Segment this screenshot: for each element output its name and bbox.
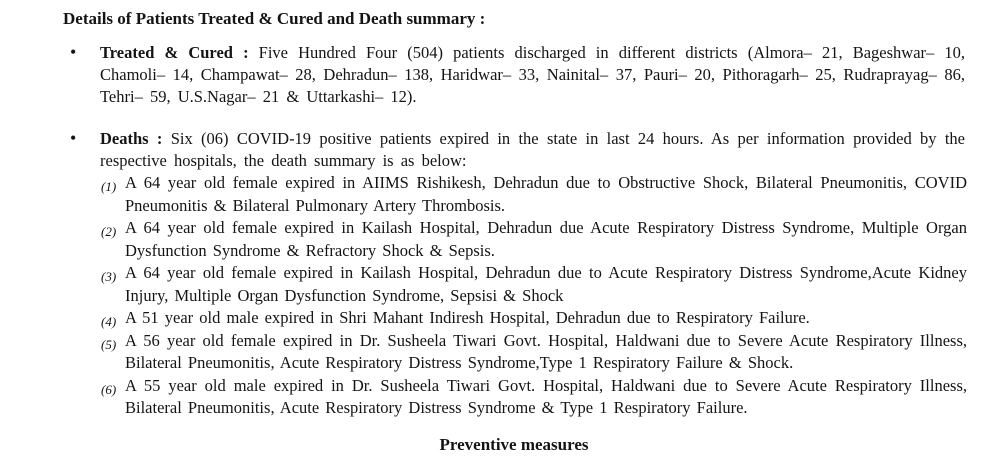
treated-cured-label: Treated & Cured :: [100, 43, 249, 62]
death-record-5: [0, 330, 997, 375]
treated-cured-item: [0, 42, 997, 108]
document-page: [0, 8, 997, 454]
death-record-text: A 64 year old female expired in Kailash Hospital, Dehradun due to Acute Respiratory Distress Syndrome,Acute Kidney Injury, Multiple Organ Dysfunction Syndrome, Sepsisi & Shock: [125, 263, 967, 305]
section-title: Details of Patients Treated & Cured and Death summary :: [63, 9, 486, 28]
death-record-number: (1): [101, 179, 117, 194]
bullet-icon: •: [70, 42, 77, 62]
death-record-text: A 64 year old female expired in Kailash Hospital, Dehradun due Acute Respiratory Distress Syndrome, Multiple Organ Dysfunction Syndrome & Refractory Shock & Sepsis.: [125, 218, 967, 260]
death-record-2: [0, 217, 997, 262]
death-record-number: (2): [101, 224, 117, 239]
deaths-item: [0, 128, 997, 172]
death-record-text: A 56 year old female expired in Dr. Susheela Tiwari Govt. Hospital, Haldwani due to Severe Acute Respiratory Illness, Bilateral Pneumonitis, Acute Respiratory Distress Syndrome,Type 1 Respiratory Failure & Shock.: [125, 330, 967, 372]
death-record-number: (4): [101, 314, 117, 329]
death-record-4: [0, 307, 997, 330]
deaths-label: Deaths :: [100, 129, 163, 148]
treated-cured-text: Five Hundred Four (504) patients discharged in different districts (Almora– 21, Bageshwar– 10, Chamoli– 14, Champawat– 28, Dehradun– 138, Haridwar– 33, Nainital– 37, Pauri– 20, Pithoragarh– 25, Rudraprayag– 86, Tehri– 59, U.S.Nagar– 21 & Uttarkashi– 12).: [100, 43, 965, 106]
deaths-intro-text: Six (06) COVID-19 positive patients expired in the state in last 24 hours. As per information provided by the respective hospitals, the death summary is as below:: [100, 129, 966, 170]
death-record-3: [0, 262, 997, 307]
death-record-text: A 55 year old male expired in Dr. Susheela Tiwari Govt. Hospital, Haldwani due to Severe Acute Respiratory Illness, Bilateral Pneumonitis, Acute Respiratory Distress Syndrome & Type 1 Respiratory Failure.: [125, 375, 967, 417]
bullet-icon: •: [70, 128, 77, 148]
death-record-number: (3): [101, 269, 117, 284]
death-record-text: A 64 year old female expired in AIIMS Rishikesh, Dehradun due to Obstructive Shock, Bilateral Pneumonitis, COVID Pneumonitis & Bilateral Pulmonary Artery Thrombosis.: [125, 173, 967, 215]
death-summary-list: [0, 172, 997, 420]
death-record-text: A 51 year old male expired in Shri Mahant Indiresh Hospital, Dehradun due to Respiratory Failure.: [125, 308, 810, 327]
death-record-number: (5): [101, 336, 117, 352]
death-record-6: [0, 375, 997, 420]
next-section-title: Preventive measures: [439, 434, 589, 454]
death-record-number: (6): [101, 381, 117, 397]
death-record-1: [0, 172, 997, 217]
